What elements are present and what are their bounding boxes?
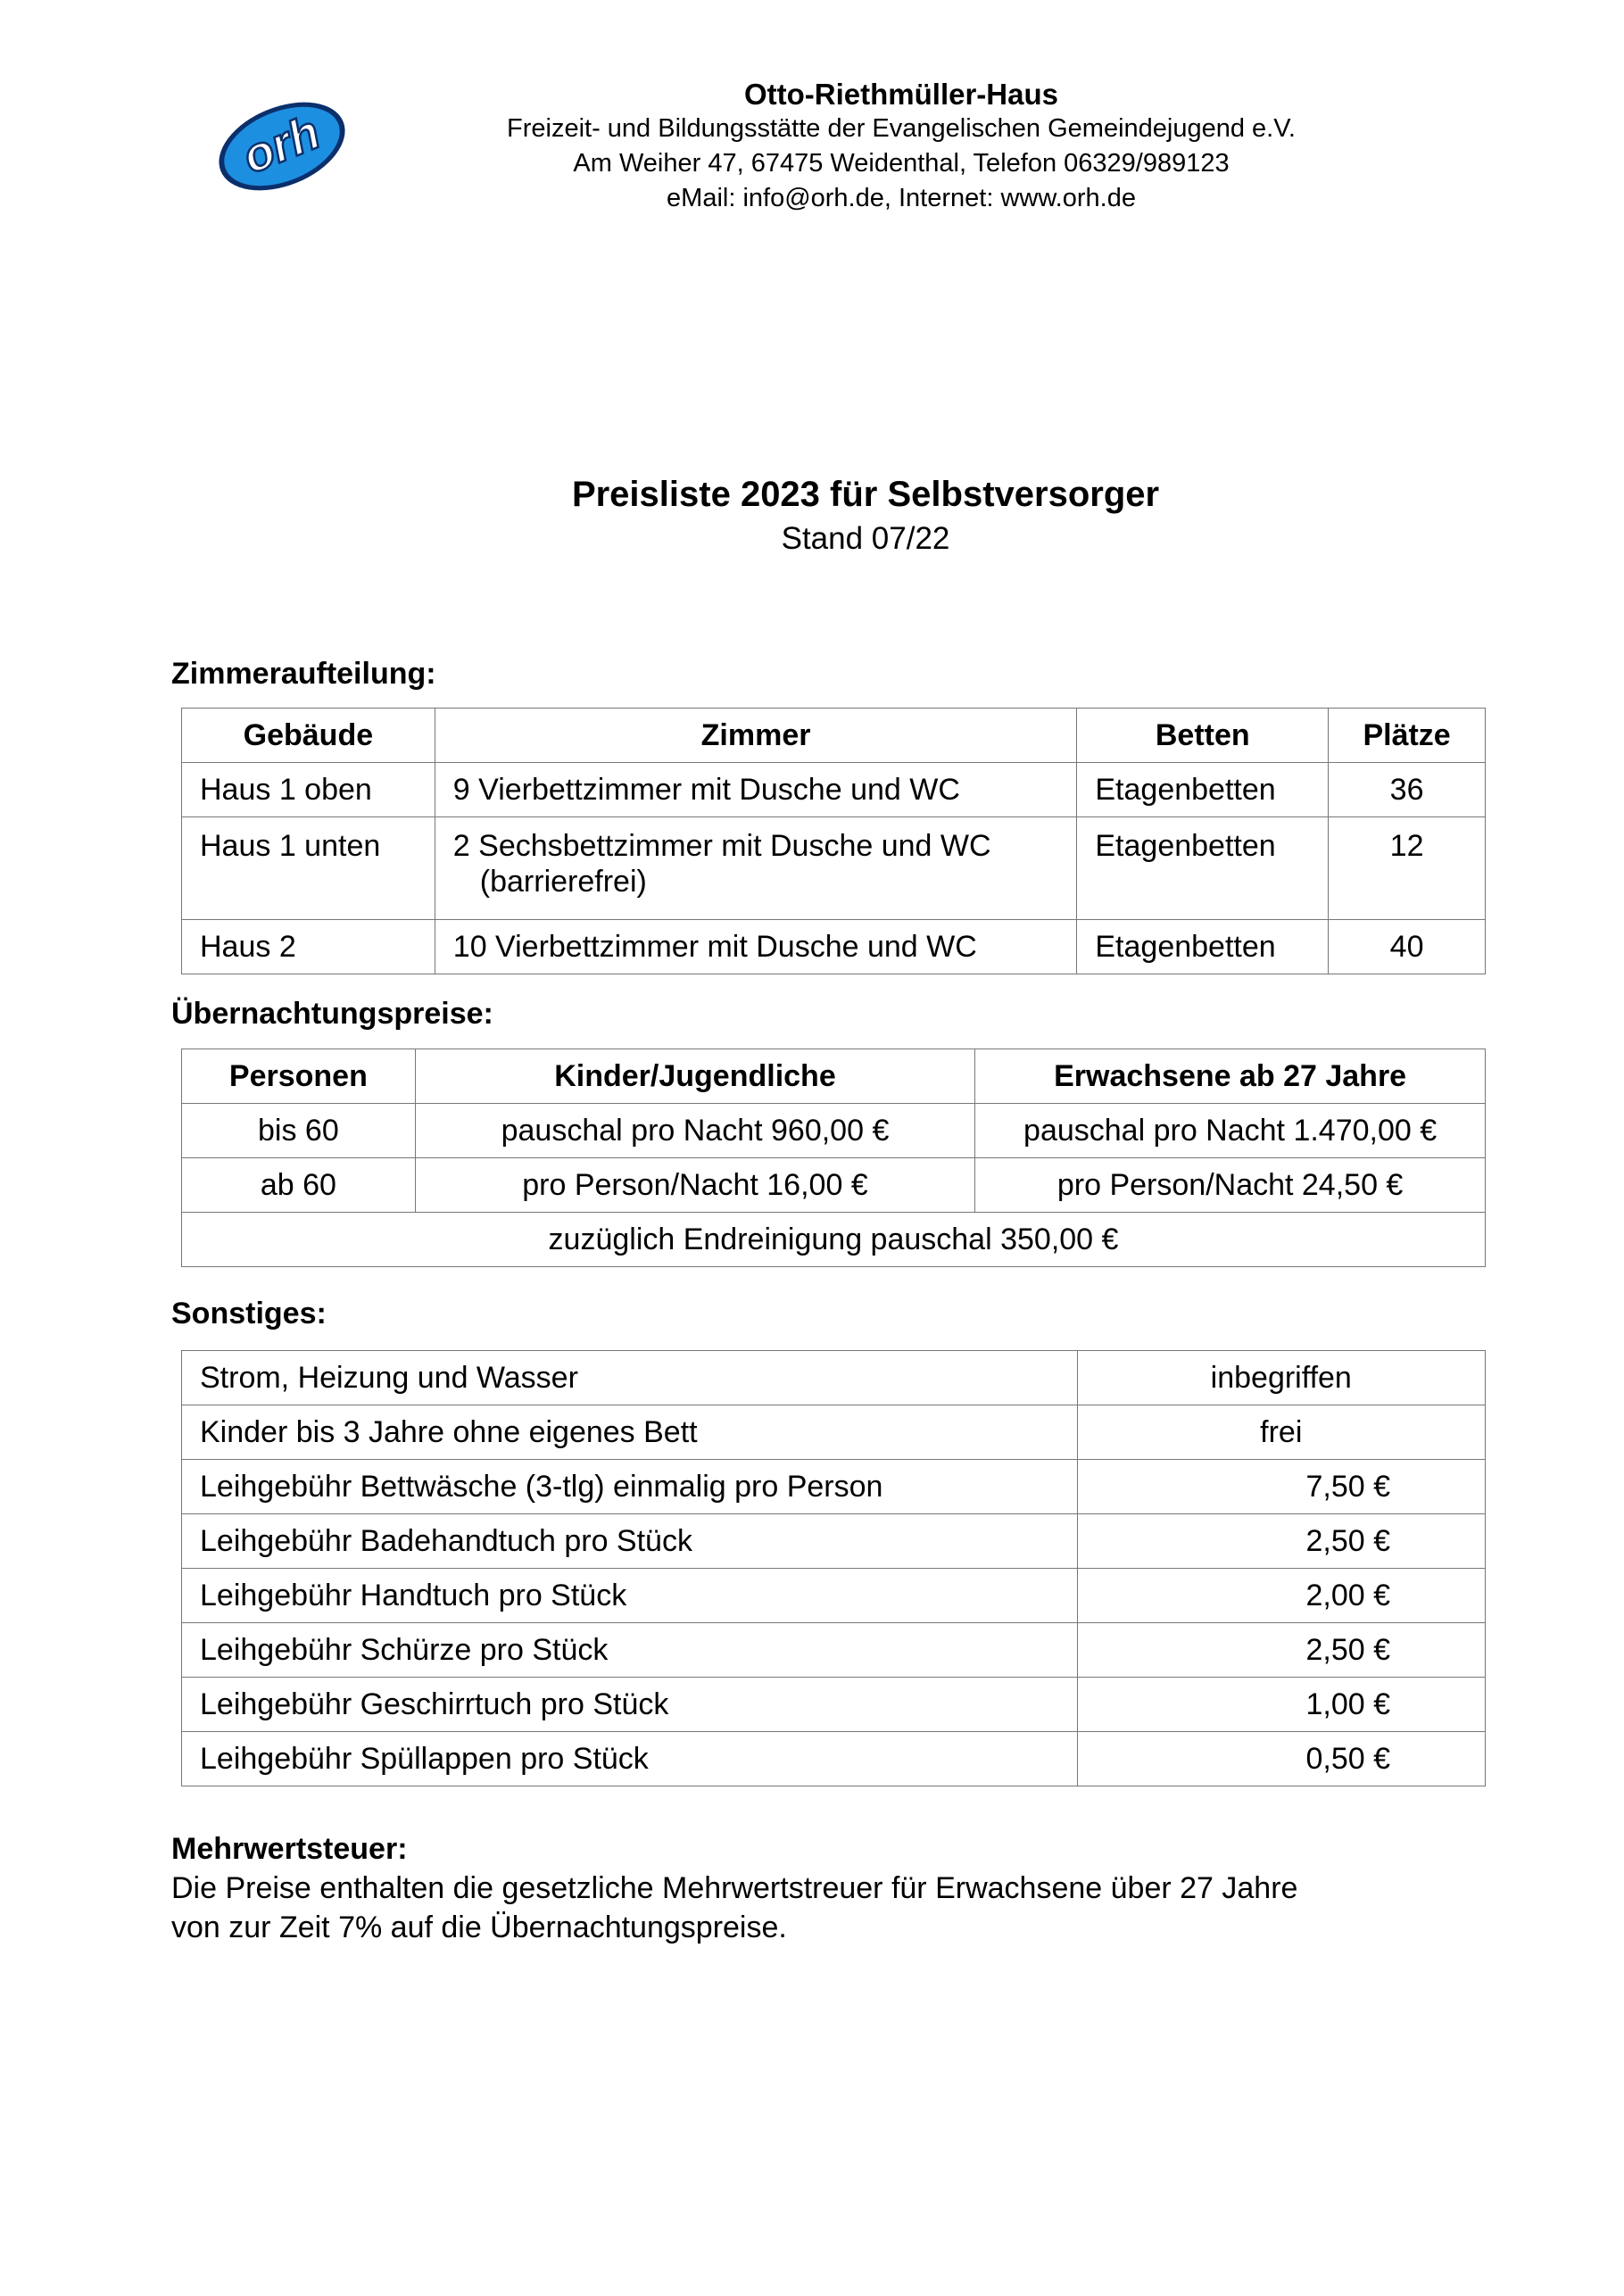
prices-table bbox=[181, 1049, 1486, 1267]
item-cell: Leihgebühr Handtuch pro Stück bbox=[182, 1569, 1078, 1623]
vat-line: Die Preise enthalten die gesetzliche Mehrwertstreuer für Erwachsene über 27 Jahre bbox=[171, 1871, 1298, 1905]
places-cell: 12 bbox=[1329, 817, 1486, 920]
value-cell: frei bbox=[1077, 1405, 1485, 1460]
table-row bbox=[182, 1678, 1486, 1732]
item-cell: Leihgebühr Schürze pro Stück bbox=[182, 1623, 1078, 1678]
table-row bbox=[182, 817, 1486, 920]
places-cell: 36 bbox=[1329, 763, 1486, 817]
prices-heading: Übernachtungspreise: bbox=[171, 997, 493, 1031]
table-row bbox=[182, 1569, 1486, 1623]
column-header: Kinder/Jugendliche bbox=[415, 1049, 974, 1104]
column-header: Zimmer bbox=[435, 709, 1077, 763]
rooms-header-row bbox=[182, 709, 1486, 763]
document-subtitle: Stand 07/22 bbox=[781, 521, 950, 556]
value-cell: inbegriffen bbox=[1077, 1351, 1485, 1405]
beds-cell: Etagenbetten bbox=[1077, 920, 1329, 974]
column-header: Gebäude bbox=[182, 709, 435, 763]
table-row bbox=[182, 1514, 1486, 1569]
value-cell: 2,50 € bbox=[1077, 1514, 1485, 1569]
persons-cell: ab 60 bbox=[182, 1158, 416, 1213]
item-cell: Leihgebühr Spüllappen pro Stück bbox=[182, 1732, 1078, 1786]
logo-text: orh bbox=[235, 105, 327, 185]
table-row bbox=[182, 763, 1486, 817]
room-cell bbox=[435, 817, 1077, 920]
value-cell: 2,00 € bbox=[1077, 1569, 1485, 1623]
column-header: Erwachsene ab 27 Jahre bbox=[975, 1049, 1486, 1104]
room-text: 2 Sechsbettzimmer mit Dusche und WC bbox=[452, 829, 991, 863]
item-cell: Strom, Heizung und Wasser bbox=[182, 1351, 1078, 1405]
beds-cell: Etagenbetten bbox=[1077, 817, 1329, 920]
table-row bbox=[182, 1213, 1486, 1267]
cleaning-fee-cell: zuzüglich Endreinigung pauschal 350,00 € bbox=[182, 1213, 1486, 1267]
prices-header-row bbox=[182, 1049, 1486, 1104]
table-row bbox=[182, 920, 1486, 974]
adult-price-cell: pro Person/Nacht 24,50 € bbox=[975, 1158, 1486, 1213]
table-row bbox=[182, 1623, 1486, 1678]
column-header: Plätze bbox=[1329, 709, 1486, 763]
item-cell: Leihgebühr Badehandtuch pro Stück bbox=[182, 1514, 1078, 1569]
youth-price-cell: pauschal pro Nacht 960,00 € bbox=[415, 1104, 974, 1158]
value-cell: 2,50 € bbox=[1077, 1623, 1485, 1678]
vat-heading: Mehrwertsteuer: bbox=[171, 1832, 408, 1866]
item-cell: Leihgebühr Bettwäsche (3-tlg) einmalig pro Person bbox=[182, 1460, 1078, 1514]
rooms-heading: Zimmeraufteilung: bbox=[171, 657, 436, 691]
room-note: (barrierefrei) bbox=[479, 865, 647, 899]
table-row bbox=[182, 1351, 1486, 1405]
table-row bbox=[182, 1732, 1486, 1786]
table-row bbox=[182, 1158, 1486, 1213]
organization-header bbox=[446, 77, 1356, 216]
table-row bbox=[182, 1104, 1486, 1158]
room-cell: 10 Vierbettzimmer mit Dusche und WC bbox=[435, 920, 1077, 974]
places-cell: 40 bbox=[1329, 920, 1486, 974]
building-cell: Haus 1 oben bbox=[182, 763, 435, 817]
room-cell: 9 Vierbettzimmer mit Dusche und WC bbox=[435, 763, 1077, 817]
document-title-block bbox=[500, 469, 1231, 559]
column-header: Betten bbox=[1077, 709, 1329, 763]
rooms-table bbox=[181, 708, 1486, 974]
org-address: Am Weiher 47, 67475 Weidenthal, Telefon 06329/989123 bbox=[573, 149, 1230, 178]
org-name: Otto-Riethmüller-Haus bbox=[743, 78, 1058, 111]
org-subtitle: Freizeit- und Bildungsstätte der Evangelischen Gemeindejugend e.V. bbox=[507, 114, 1296, 143]
beds-cell: Etagenbetten bbox=[1077, 763, 1329, 817]
building-cell: Haus 2 bbox=[182, 920, 435, 974]
document-title: Preisliste 2023 für Selbstversorger bbox=[571, 475, 1160, 514]
item-cell: Kinder bis 3 Jahre ohne eigenes Bett bbox=[182, 1405, 1078, 1460]
other-table bbox=[181, 1350, 1486, 1786]
column-header: Personen bbox=[182, 1049, 416, 1104]
org-contact: eMail: info@orh.de, Internet: www.orh.de bbox=[667, 184, 1136, 212]
value-cell: 1,00 € bbox=[1077, 1678, 1485, 1732]
adult-price-cell: pauschal pro Nacht 1.470,00 € bbox=[975, 1104, 1486, 1158]
other-heading: Sonstiges: bbox=[171, 1297, 327, 1330]
vat-paragraph bbox=[171, 1869, 1510, 1947]
building-cell: Haus 1 unten bbox=[182, 817, 435, 920]
value-cell: 7,50 € bbox=[1077, 1460, 1485, 1514]
value-cell: 0,50 € bbox=[1077, 1732, 1485, 1786]
item-cell: Leihgebühr Geschirrtuch pro Stück bbox=[182, 1678, 1078, 1732]
vat-line: von zur Zeit 7% auf die Übernachtungspreise. bbox=[171, 1911, 787, 1944]
table-row bbox=[182, 1405, 1486, 1460]
persons-cell: bis 60 bbox=[182, 1104, 416, 1158]
youth-price-cell: pro Person/Nacht 16,00 € bbox=[415, 1158, 974, 1213]
orh-logo bbox=[212, 96, 352, 193]
table-row bbox=[182, 1460, 1486, 1514]
